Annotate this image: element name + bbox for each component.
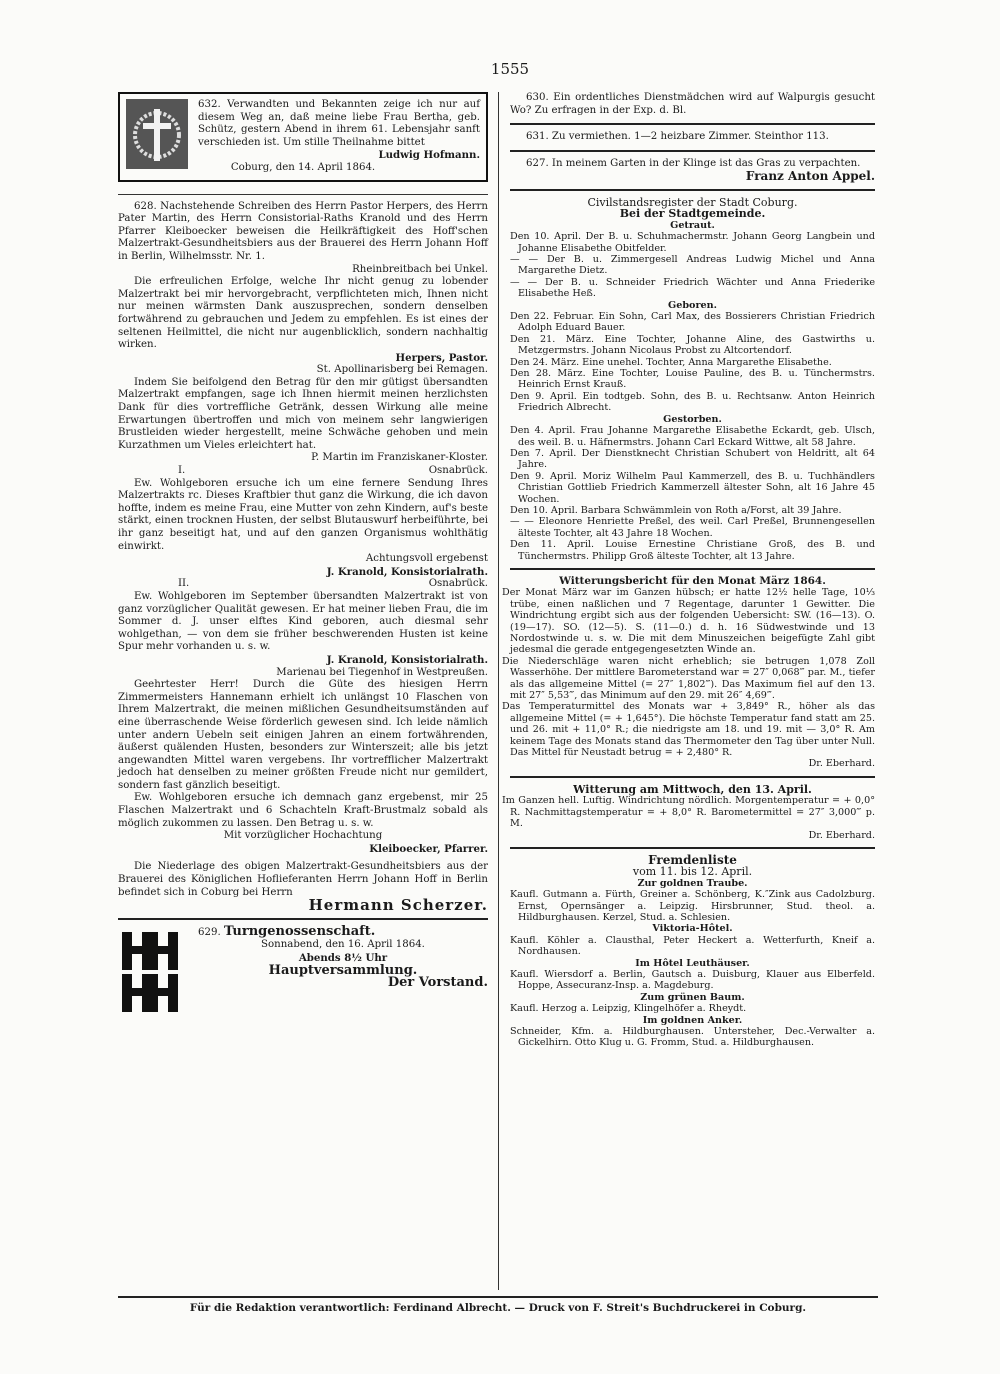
obituary-place-date: Coburg, den 14. April 1864. (230, 161, 376, 173)
hotel-heading: Zur goldnen Traube. (637, 877, 748, 889)
obituary-text: 632. Verwandten und Bekannten zeige ich nur auf diesem Weg an, daß meine liebe Frau Bertha, geb. Schütz, gestern Abend in ihrem 61. Lebensjahr sanft verschieden ist. Um stille Theilnahme bittet (198, 99, 480, 148)
ad628-letter2: Indem Sie beifolgend den Betrag für den mir gütigst übersandten Malzertrakt empfangen, sage ich Ihnen hiermit meinen herzlichsten Dank für dies vortreffliche Getränk, dessen Wirkung alle meine Erwartungen übertroffen und mich von meinem sehr langwierigen Brustleiden wieder hergestellt, meine Schwäche gehoben und mein Kurzathmen um Vieles erleichtert hat. (118, 376, 488, 451)
ad628-sign3: J. Kranold, Konsistorialrath. (326, 565, 488, 578)
ad628-place5: Marienau bei Tiegenhof in Westpreußen. (276, 666, 488, 678)
ad628-num3: I. (178, 465, 186, 477)
ad628-closing: Mit vorzüglicher Hochachtung (223, 830, 383, 842)
civil-register (510, 197, 875, 562)
register-died-entry: Den 11. April. Louise Ernestine Christiane Groß, des B. und Tünchermstrs. Philipp Groß älteste Tochter, alt 13 Jahre. (510, 539, 875, 562)
ad628-place3: Osnabrück. (428, 465, 488, 477)
ad629-event: Hauptversammlung. (268, 962, 418, 978)
register-died-entry: Den 4. April. Frau Johanne Margarethe Elisabethe Eckardt, geb. Ulsch, des weil. B. u. Häfnermstrs. Johann Carl Eckard Wittwe, alt 58 Jahre. (510, 425, 875, 448)
weather-report-p1: Der Monat März war im Ganzen hübsch; er hatte 12½ helle Tage, 10⅓ trübe, einen naßlichen und 7 Regentage, darunter 1 Gewitter. Die Windrichtung ergibt sich aus der folgenden Uebersicht: SW. (16—13). O. (19—17). SO. (12—5). S. (11—0.) d. h. 16 Südwestwinde und 13 Nordostwinde u. s. w. Die mit dem Minuszeichen beigefügte Zahl gibt jedesmal die gerade entgegengesetzten Winde an. (502, 587, 875, 656)
obituary-notice (118, 92, 488, 182)
ad628-respect: Achtungsvoll ergebenst (365, 553, 488, 565)
register-title: Civilstandsregister der Stadt Coburg. (587, 195, 798, 209)
register-died-head: Gestorben. (663, 413, 722, 425)
weather-report-p2: Die Niederschläge waren nicht erheblich; sie betrugen 1,078 Zoll Wasserhöhe. Der mittlere Barometerstand war = 27″ 0,068‴ par. M., tiefer als das allgemeine Mittel (= 27″ 1,802‴). Das Maximum fiel auf den 13. mit 27″ 5,53‴, das Minimum auf den 29. mit 26″ 4,69‴. (502, 655, 875, 702)
ad627-sign: Franz Anton Appel. (745, 169, 875, 184)
column-divider (498, 92, 499, 1290)
register-died-entry: Den 10. April. Barbara Schwämmlein von Roth a/Forst, alt 39 Jahre. (510, 504, 842, 516)
register-died-entry: Den 7. April. Der Dienstknecht Christian Schubert von Heldritt, alt 64 Jahre. (510, 447, 875, 471)
weather-report-sign: Dr. Eberhard. (808, 758, 875, 770)
hotel-guests: Kaufl. Wiersdorf a. Berlin, Gautsch a. Duisburg, Klauer aus Elberfeld. Hoppe, Assecuranz-Insp. a. Magdeburg. (510, 968, 875, 992)
ad628-merchant: Hermann Scherzer. (308, 896, 488, 915)
ad-628 (118, 200, 489, 915)
register-born-entry: Den 9. April. Ein todtgeb. Sohn, des B. u. Rechtsanw. Anton Heinrich Friedrich Albrecht. (510, 390, 875, 414)
register-born-entry: Den 21. März. Eine Tochter, Johanne Aline, des Gastwirths u. Metzgermstrs. Johann Nicolaus Probst zu Altcortendorf. (510, 333, 875, 357)
register-parish: Bei der Stadtgemeinde. (619, 207, 766, 221)
guest-list-title: Fremdenliste (648, 852, 737, 867)
guest-list (510, 852, 875, 1049)
ad628-sign1: Herpers, Pastor. (395, 351, 488, 364)
obituary-signer: Ludwig Hofmann. (378, 149, 480, 162)
ad-630: 630. Ein ordentliches Dienstmädchen wird auf Walpurgis gesucht Wo? Zu erfragen in der Exp. d. Bl. (510, 92, 875, 116)
register-born-entry: Den 24. März. Eine unehel. Tochter, Anna Margarethe Elisabethe. (510, 356, 832, 368)
weather-today (502, 782, 875, 841)
ad628-place4: Osnabrück. (428, 578, 488, 590)
ad628-intro: 628. Nachstehende Schreiben des Herrn Pastor Herpers, des Herrn Pater Martin, des Herrn Consistorial-Raths Kranold und des Herrn Pfarrer Kleiboecker beweisen die Heilkräftigkeit des Hoff'schen Malzertrakt-Gesundheitsbiers aus der Brauerei des Herrn Johann Hoff in Berlin, Wilhelmsstr. Nr. 1. (118, 200, 488, 262)
register-born-entry: Den 28. März. Eine Tochter, Louise Pauline, des B. u. Tünchermstrs. Heinrich Ernst Krauß. (510, 368, 875, 391)
register-died-entry: Den 9. April. Moriz Wilhelm Paul Kammerzell, des B. u. Tuchhändlers Christian Gottlieb Friedrich Kammerzell ältester Sohn, alt 16 Jahre 45 Wochen. (510, 470, 875, 505)
register-married-entry: — — Der B. u. Schneider Friedrich Wächter und Anna Friederike Elisabethe Heß. (510, 276, 875, 300)
hotel-heading: Viktoria-Hôtel. (652, 923, 733, 935)
turner-logo-icon (118, 928, 182, 1016)
register-married-head: Getraut. (670, 219, 715, 231)
ad628-place2: St. Apollinarisberg bei Remagen. (316, 364, 488, 376)
weather-today-text: Im Ganzen hell. Luftig. Windrichtung nördlich. Morgentemperatur = + 0,0° R. Nachmittagstemperatur = + 8,0° R. Barometermittel = 27″ 3,000‴ p. M. (502, 795, 875, 830)
ad629-date: Sonnabend, den 16. April 1864. (261, 939, 425, 951)
register-born-entry: Den 22. Februar. Ein Sohn, Carl Max, des Bossierers Christian Friedrich Adolph Eduard Bauer. (510, 311, 875, 334)
ad628-depot: Die Niederlage des obigen Malzertrakt-Gesundheitsbiers aus der Brauerei des Königlichen Hoflieferanten Herrn Johann Hoff in Berlin befindet sich in Coburg bei Herrn (118, 861, 488, 898)
weather-today-sign: Dr. Eberhard. (808, 829, 875, 841)
weather-report (502, 574, 875, 770)
register-married-entry: — — Der B. u. Zimmergesell Andreas Ludwig Michel und Anna Margarethe Dietz. (510, 254, 875, 277)
imprint-footer: Für die Redaktion verantwortlich: Ferdinand Albrecht. — Druck von F. Streit's Buchdruckerei in Coburg. (118, 1296, 878, 1314)
ad629-time: Abends 8½ Uhr (298, 952, 388, 964)
ad628-letter5a: Geehrtester Herr! Durch die Güte des hiesigen Herrn Zimmermeisters Hannemann erhielt ich unlängst 10 Flaschen von Ihrem Malzertrakt, die meinen mißlichen Gesundheitsumständen auf eine überraschende Weise förderlich gewesen sind. Ich leide nämlich unter andern Uebeln seit einigen Jahren an einem fortwährenden, äußerst quälenden Husten, besonders zur Winterszeit; alle bis jetzt angewandten Mittel waren vergebens. Ihr vortrefflicher Malzertrakt jedoch hat denselben zu meiner größten Freude nicht nur gemildert, sondern fast gänzlich beseitigt. (118, 679, 488, 791)
ad628-sign5: Kleiboecker, Pfarrer. (369, 842, 488, 855)
weather-report-title: Witterungsbericht für den Monat März 1864. (559, 574, 826, 587)
ad628-letter3: Ew. Wohlgeboren ersuche ich um eine fernere Sendung Ihres Malzertrakts rc. Dieses Kraftbier thut ganz die Wirkung, die ich davon hoffte, indem es meine Frau, eine Mutter von zehn Kindern, auf's beste stärkt, einen trocknen Husten, der selbst Blutauswurf herbeiführte, bei ihr ganz beseitigt hat, und auf den ganzen Organismus wohlthätig einwirkt. (118, 477, 489, 552)
ad628-place1: Rheinbreitbach bei Unkel. (352, 263, 488, 275)
weather-today-title: Witterung am Mittwoch, den 13. April. (573, 782, 812, 796)
hotel-heading: Zum grünen Baum. (640, 991, 745, 1003)
hotel-heading: Im goldnen Anker. (642, 1014, 743, 1026)
hotel-heading: Im Hôtel Leuthäuser. (635, 957, 750, 969)
right-column (502, 92, 875, 1049)
wreath-cross-icon (126, 99, 188, 169)
ad-629 (118, 923, 488, 1018)
ad628-letter1: Die erfreulichen Erfolge, welche Ihr nicht genug zu lobender Malzertrakt bei mir hervorgebracht, verpflichteten mich, Ihnen nicht nur meinen wärmsten Dank auszusprechen, sondern denselben fortwährend zu gebrauchen und Jedem zu empfehlen. Es ist eines der seltenen Heilmittel, die nicht nur augenblicklich, sondern nachhaltig wirken. (118, 276, 488, 351)
ad-627: 627. In meinem Garten in der Klinge ist das Gras zu verpachten. (526, 157, 861, 169)
hotel-guests: Kaufl. Gutmann a. Fürth, Greiner a. Schönberg, K.″Zink aus Cadolzburg. Ernst, Opernsänger a. Leipzig. Hirsbrunner, Stud. theol. a. Hildburghausen. Kerzel, Stud. a. Schlesien. (510, 889, 875, 923)
ad629-num: 629. (198, 926, 221, 938)
ad629-sign: Der Vorstand. (387, 975, 488, 991)
ad628-num4: II. (178, 578, 190, 590)
hotel-guests: Kaufl. Herzog a. Leipzig, Klingelhöfer a. Rheydt. (510, 1003, 747, 1015)
ad628-sign2: P. Martin im Franziskaner-Kloster. (311, 452, 488, 464)
ad629-title: Turngenossenschaft. (223, 923, 376, 939)
weather-report-p3: Das Temperaturmittel des Monats war + 3,849° R., höher als das allgemeine Mittel (= + 1,645°). Die höchste Temperatur fand statt am 25. und 26. mit + 11,0° R.; die niedrigste am 18. und 19. mit — 3,0° R. Am keinem Tage des Monats stand das Thermometer den Tag über unter Null. Das Mittel für Neustadt betrug = + 2,480° R. (502, 701, 875, 759)
left-column (118, 92, 488, 1018)
register-died-entry: — — Eleonore Henriette Preßel, des weil. Carl Preßel, Brunnengesellen älteste Tochter, alt 43 Jahre 18 Wochen. (510, 516, 875, 539)
register-married-entry: Den 10. April. Der B. u. Schuhmachermstr. Johann Georg Langbein und Johanne Elisabethe Obitfelder. (510, 231, 875, 254)
guest-list-range: vom 11. bis 12. April. (632, 865, 753, 879)
ad628-letter5b: Ew. Wohlgeboren ersuche ich demnach ganz ergebenst, mir 25 Flaschen Malzertrakt und 6 Schachteln Kraft-Brustmalz sobald als möglich zukommen zu lassen. Den Betrag u. s. w. (118, 792, 488, 829)
hotel-guests: Kaufl. Köhler a. Clausthal, Peter Heckert a. Wetterfurth, Kneif a. Nordhausen. (510, 934, 875, 958)
page-number: 1555 (490, 60, 530, 78)
hotel-guests: Schneider, Kfm. a. Hildburghausen. Untersteher, Dec.-Verwalter a. Gickelhirn. Otto Klug u. G. Fromm, Stud. a. Hildburghausen. (510, 1026, 875, 1049)
ad-631: 631. Zu vermiethen. 1—2 heizbare Zimmer. Steinthor 113. (526, 131, 829, 143)
register-born-head: Geboren. (668, 299, 717, 311)
ad628-sign4: J. Kranold, Konsistorialrath. (326, 653, 488, 666)
ad628-letter4: Ew. Wohlgeboren im September übersandten Malzertrakt ist von ganz vorzüglicher Qualität gewesen. Er hat meiner lieben Frau, die im Sommer d. J. unser elftes Kind geboren, auch diesmal sehr wohlgethan, — von dem sie früher beschwerenden Husten ist keine Spur mehr vorhanden u. s. w. (118, 590, 488, 653)
